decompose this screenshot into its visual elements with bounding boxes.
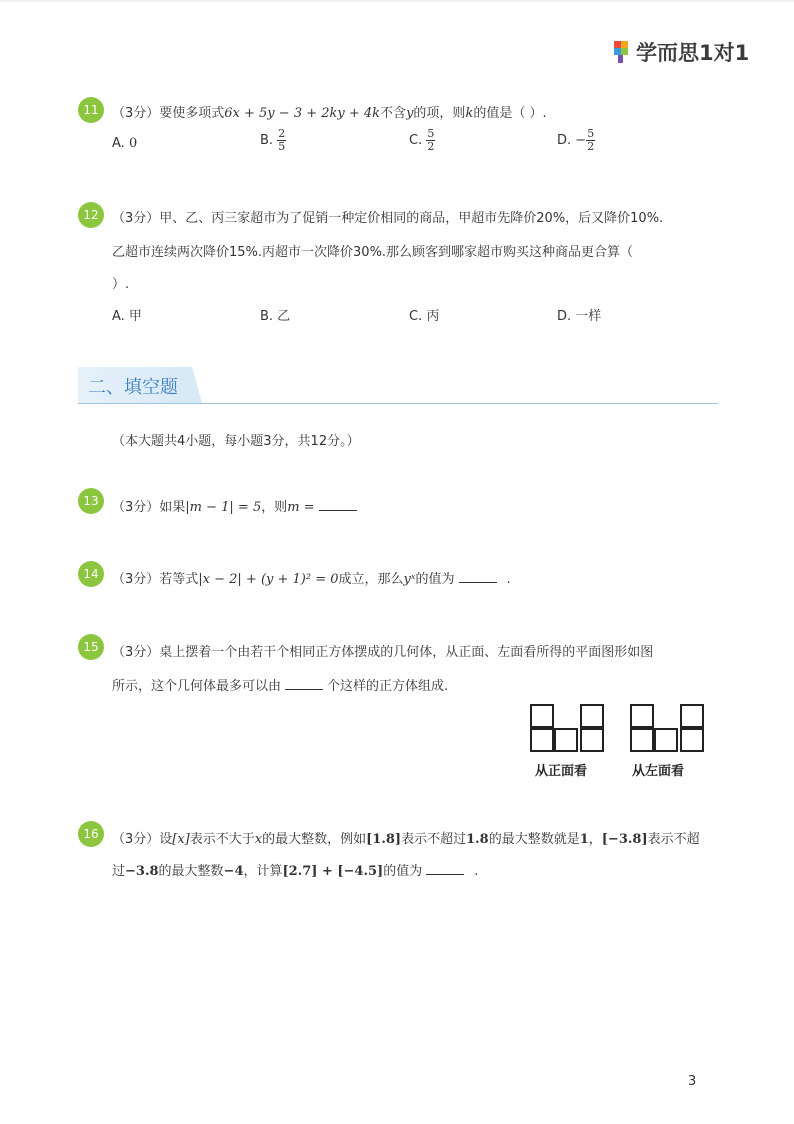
q16-l1-f: [1.8] — [366, 832, 402, 847]
q16-l1-h: 1.8 — [466, 832, 489, 847]
figure-left-view — [630, 704, 706, 756]
q12-option-c[interactable]: C. 丙 — [409, 309, 440, 324]
question-13-text — [112, 496, 361, 515]
question-number-14: 14 — [78, 561, 104, 587]
question-number-15: 15 — [78, 634, 104, 660]
front-cell-bottom-middle — [554, 728, 578, 752]
q11-mid: 不含 — [380, 106, 407, 121]
q11-b-num: 2 — [278, 127, 286, 140]
q11-expression: 6x + 5y − 3 + 2ky + 4k — [224, 106, 381, 121]
q16-l2-e: ，计算 — [243, 864, 283, 879]
q11-d-fraction — [586, 128, 595, 153]
q16-l1-k: ， — [588, 832, 602, 847]
q11-c-den: 2 — [427, 140, 435, 153]
left-cell-bottom-right — [680, 728, 704, 752]
question-number-13: 13 — [78, 488, 104, 514]
q16-l2-f: [2.7] + [−4.5] — [282, 864, 384, 879]
q16-l2-d: −4 — [223, 864, 244, 879]
q11-c-fraction — [426, 128, 435, 153]
q13-mid: ，则 — [261, 500, 288, 515]
q13-var: m = — [287, 500, 315, 515]
q11-post: 的值是（ ）. — [473, 106, 547, 121]
section-note: （本大题共4小题，每小题3分，共12分。） — [112, 434, 360, 449]
q11-a-value: 0 — [128, 136, 138, 151]
figure-left-label: 从左面看 — [632, 764, 685, 779]
left-cell-bottom-middle — [654, 728, 678, 752]
q16-l1-j: 1 — [579, 832, 589, 847]
question-14-text — [112, 568, 511, 587]
left-cell-top-right — [680, 704, 704, 728]
section-divider — [78, 403, 718, 404]
q16-l2-h: . — [474, 864, 479, 879]
question-number-12: 12 — [78, 202, 104, 228]
q14-pre: （3分）若等式 — [112, 572, 199, 587]
q11-c-num: 5 — [427, 127, 435, 140]
q14-expression: |x − 2| + (y + 1)² = 0 — [198, 572, 339, 587]
q16-l1-g: 表示不超过 — [401, 832, 467, 847]
question-12-line-2: 乙超市连续两次降价15%.丙超市一次降价30%.那么顾客到哪家超市购买这种商品更合算（ — [112, 245, 634, 260]
q11-var-k: k — [465, 106, 474, 121]
question-15-line-1: （3分）桌上摆着一个由若干个相同正方体摆成的几何体，从正面、左面看所得的平面图形如图 — [112, 645, 654, 660]
front-cell-top-left — [530, 704, 554, 728]
q16-l1-m: 表示不超 — [647, 832, 700, 847]
q11-a-label: A. — [112, 136, 125, 151]
q16-l2-g: 的值为 — [383, 864, 423, 879]
q11-b-label: B. — [260, 133, 274, 148]
q13-answer-blank[interactable] — [319, 498, 357, 511]
q11-pre: （3分）要使多项式 — [112, 106, 225, 121]
question-16-line-1 — [112, 828, 700, 847]
question-16-line-2 — [112, 860, 478, 879]
q16-l1-e: 的最大整数，例如 — [262, 832, 367, 847]
left-cell-top-left — [630, 704, 654, 728]
q12-option-b[interactable]: B. 乙 — [260, 309, 291, 324]
left-cell-bottom-left — [630, 728, 654, 752]
front-cell-top-right — [580, 704, 604, 728]
q15-line2-post: 个这样的正方体组成. — [327, 679, 449, 694]
front-cell-bottom-left — [530, 728, 554, 752]
question-15-line-2 — [112, 675, 448, 694]
section-header-fill-in — [78, 367, 718, 405]
q11-var-y: y — [406, 106, 414, 121]
brand-name: 学而思1对1 — [636, 41, 750, 65]
q11-c-label: C. — [409, 133, 423, 148]
q13-expression: |m − 1| = 5 — [185, 500, 262, 515]
q14-var: yˣ — [403, 572, 416, 587]
figure-front-view — [530, 704, 606, 756]
page-number: 3 — [688, 1074, 697, 1089]
q11-d-num: 5 — [587, 127, 595, 140]
section-title: 二、填空题 — [88, 377, 178, 398]
q11-d-sign: − — [575, 133, 587, 148]
q11-d-den: 2 — [587, 140, 595, 153]
front-cell-bottom-right — [580, 728, 604, 752]
q11-option-b[interactable] — [260, 128, 286, 153]
question-12-line-1: （3分）甲、乙、丙三家超市为了促销一种定价相同的商品，甲超市先降价20%，后又降价10%. — [112, 211, 664, 226]
q11-option-d[interactable] — [557, 128, 595, 153]
q16-l2-c: 的最大整数 — [158, 864, 224, 879]
q16-l1-b: [x] — [172, 832, 190, 847]
q11-b-den: 5 — [278, 140, 286, 153]
q11-option-a[interactable] — [112, 136, 137, 151]
q11-mid2: 的项，则 — [413, 106, 466, 121]
brand-logo-icon — [612, 39, 632, 65]
q11-b-fraction — [277, 128, 286, 153]
q11-option-c[interactable] — [409, 128, 435, 153]
q16-l2-b: −3.8 — [125, 864, 159, 879]
q16-l1-c: 表示不大于 — [189, 832, 255, 847]
q16-answer-blank[interactable] — [426, 862, 464, 875]
q14-mid: 成立，那么 — [338, 572, 404, 587]
q14-post: 的值为 — [415, 572, 455, 587]
q16-l1-d: x — [254, 832, 263, 847]
q16-l2-a: 过 — [112, 864, 126, 879]
q13-pre: （3分）如果 — [112, 500, 186, 515]
q12-option-d[interactable]: D. 一样 — [557, 309, 602, 324]
figure-front-label: 从正面看 — [535, 764, 588, 779]
q16-l1-l: [−3.8] — [601, 832, 648, 847]
brand-logo — [612, 36, 749, 68]
q11-d-label: D. — [557, 133, 572, 148]
q14-answer-blank[interactable] — [459, 570, 497, 583]
question-number-11: 11 — [78, 97, 104, 123]
q16-l1-a: （3分）设 — [112, 832, 173, 847]
q16-l1-i: 的最大整数就是 — [488, 832, 580, 847]
question-11-text — [112, 102, 547, 121]
question-12-line-3: ）. — [112, 277, 130, 292]
q14-end: . — [506, 572, 511, 587]
question-number-16: 16 — [78, 821, 104, 847]
top-border — [0, 0, 794, 2]
q15-answer-blank[interactable] — [285, 677, 323, 690]
q15-line2-pre: 所示，这个几何体最多可以由 — [112, 679, 282, 694]
q12-option-a[interactable]: A. 甲 — [112, 309, 142, 324]
